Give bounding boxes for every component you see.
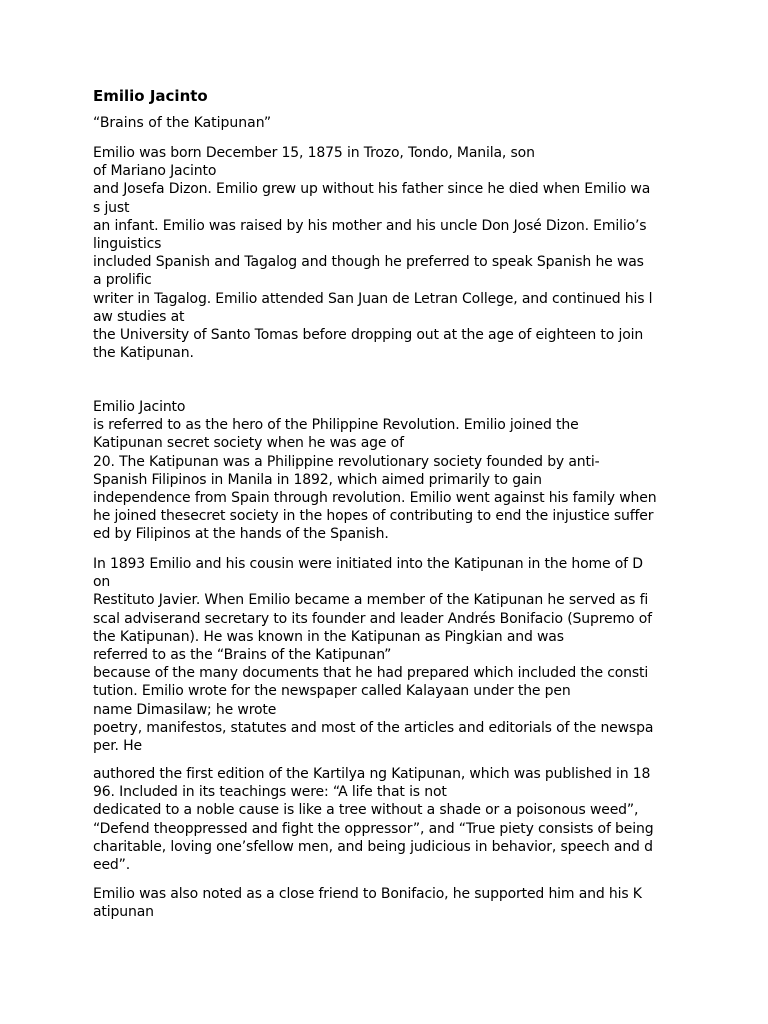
paragraph-brains-of-katipunan xyxy=(93,555,653,755)
paragraph-line: poetry, manifestos, statutes and most of the articles and editorials of the newspa xyxy=(93,719,654,736)
paragraph-line: on xyxy=(93,574,111,591)
paragraph-birth xyxy=(93,144,652,362)
paragraph-line: Restituto Javier. When Emilio became a member of the Katipunan he served as fi xyxy=(93,592,649,609)
paragraph-line: name Dimasilaw; he wrote xyxy=(93,701,277,718)
document-subtitle: “Brains of the Katipunan” xyxy=(93,115,272,131)
document-title: Emilio Jacinto xyxy=(93,87,208,105)
paragraph-line: In 1893 Emilio and his cousin were initiated into the Katipunan in the home of D xyxy=(93,556,643,572)
paragraph-line: Spanish Filipinos in Manila in 1892, which aimed primarily to gain xyxy=(93,471,542,488)
paragraph-line: tution. Emilio wrote for the newspaper called Kalayaan under the pen xyxy=(93,683,571,700)
paragraph-line: writer in Tagalog. Emilio attended San Juan de Letran College, and continued his l xyxy=(93,290,653,307)
paragraph-line: ed by Filipinos at the hands of the Spanish. xyxy=(93,526,389,543)
paragraph-katipunan-joining xyxy=(93,398,656,544)
paragraph-line: linguistics xyxy=(93,235,162,252)
paragraph-line: the Katipunan. xyxy=(93,345,194,362)
paragraph-line: authored the first edition of the Kartilya ng Katipunan, which was published in 18 xyxy=(93,766,651,782)
paragraph-line: referred to as the “Brains of the Katipunan” xyxy=(93,646,392,663)
paragraph-line: Emilio Jacinto xyxy=(93,399,186,415)
paragraph-kartilya xyxy=(93,765,653,874)
paragraph-line: because of the many documents that he had prepared which included the consti xyxy=(93,665,649,682)
paragraph-line: aw studies at xyxy=(93,308,185,325)
paragraph-line: Emilio was born December 15, 1875 in Trozo, Tondo, Manila, son xyxy=(93,145,535,161)
paragraph-line: dedicated to a noble cause is like a tree without a shade or a poisonous weed”, xyxy=(93,802,639,819)
paragraph-line: 96. Included in its teachings were: “A life that is not xyxy=(93,784,447,801)
paragraph-line: eed”. xyxy=(93,856,131,873)
paragraph-line: per. He xyxy=(93,737,142,754)
paragraph-line: the University of Santo Tomas before dropping out at the age of eighteen to join xyxy=(93,326,644,343)
paragraph-line: 20. The Katipunan was a Philippine revolutionary society founded by anti- xyxy=(93,453,600,470)
paragraph-line: independence from Spain through revolution. Emilio went against his family when xyxy=(93,489,657,506)
paragraph-line: included Spanish and Tagalog and though he preferred to speak Spanish he was xyxy=(93,254,644,271)
paragraph-line: Katipunan secret society when he was age of xyxy=(93,435,404,452)
paragraph-line: scal adviserand secretary to its founder and leader Andrés Bonifacio (Supremo of xyxy=(93,610,652,627)
paragraph-line: s just xyxy=(93,199,130,216)
paragraph-line: he joined thesecret society in the hopes of contributing to end the injustice suffer xyxy=(93,508,654,525)
paragraph-line: Emilio was also noted as a close friend to Bonifacio, he supported him and his K xyxy=(93,886,642,902)
paragraph-line: “Defend theoppressed and fight the oppressor”, and “True piety consists of being xyxy=(93,820,654,837)
paragraph-line: the Katipunan). He was known in the Katipunan as Pingkian and was xyxy=(93,628,564,645)
paragraph-line: is referred to as the hero of the Philippine Revolution. Emilio joined the xyxy=(93,417,579,434)
paragraph-line: of Mariano Jacinto xyxy=(93,163,217,180)
paragraph-line: a prolific xyxy=(93,272,152,289)
paragraph-friend-of-bonifacio xyxy=(93,885,642,921)
paragraph-line: and Josefa Dizon. Emilio grew up without his father since he died when Emilio wa xyxy=(93,181,651,198)
paragraph-line: atipunan xyxy=(93,904,154,921)
paragraph-line: charitable, loving one’sfellow men, and being judicious in behavior, speech and d xyxy=(93,838,653,855)
paragraph-line: an infant. Emilio was raised by his mother and his uncle Don José Dizon. Emilio’s xyxy=(93,217,647,234)
